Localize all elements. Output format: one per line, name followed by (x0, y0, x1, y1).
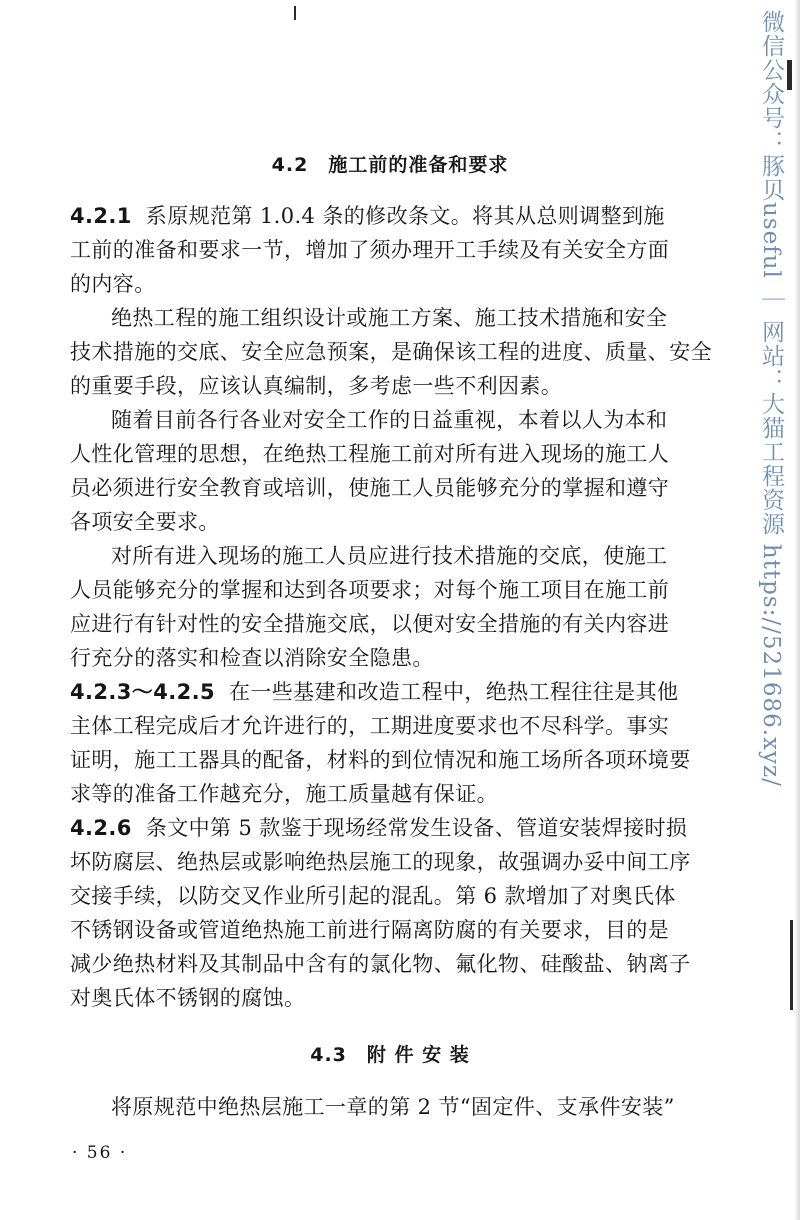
paragraph-4-2-6-line-1: 4.2.6 条文中第 5 款鉴于现场经常发生设备、管道安装焊接时损 (70, 816, 688, 840)
paragraph-line: 将原规范中绝热层施工一章的第 2 节“固定件、支承件安装” (111, 1095, 675, 1119)
paragraph-line: 不锈钢设备或管道绝热施工前进行隔离防腐的有关要求，目的是 (70, 918, 670, 942)
page-number: · 56 · (72, 1143, 128, 1163)
paragraph-line: 技术措施的交底、安全应急预案，是确保该工程的进度、质量、安全 (70, 340, 712, 364)
section-heading-4-3: 4.3 附 件 安 装 (310, 1044, 470, 1066)
clause-number: 4.2.6 (70, 816, 132, 840)
clause-number: 4.2.3～4.2.5 (70, 680, 215, 704)
paragraph-line: 减少绝热材料及其制品中含有的氯化物、氟化物、硅酸盐、钠离子 (70, 952, 691, 976)
paragraph-4-2-1-line-1: 4.2.1 系原规范第 1.0.4 条的修改条文。将其从总则调整到施 (70, 204, 665, 228)
paragraph-line: 随着目前各行各业对安全工作的日益重视，本着以人为本和 (111, 408, 668, 432)
page-edge-shadow (794, 0, 800, 1220)
paragraph-line: 的重要手段，应该认真编制，多考虑一些不利因素。 (70, 374, 563, 398)
scan-artifact (294, 6, 296, 20)
paragraph-line: 绝热工程的施工组织设计或施工方案、施工技术措施和安全 (111, 306, 668, 330)
paragraph-line: 坏防腐层、绝热层或影响绝热层施工的现象，故强调办妥中间工序 (70, 850, 691, 874)
paragraph-line: 交接手续，以防交叉作业所引起的混乱。第 6 款增加了对奥氏体 (70, 884, 676, 908)
paragraph-line: 对所有进入现场的施工人员应进行技术措施的交底，使施工 (111, 544, 668, 568)
paragraph-line: 的内容。 (70, 272, 156, 296)
scan-artifact (787, 60, 792, 90)
paragraph-line: 人性化管理的思想，在绝热工程施工前对所有进入现场的施工人 (70, 442, 670, 466)
section-heading-4-2: 4.2 施工前的准备和要求 (271, 154, 509, 176)
paragraph-line: 工前的准备和要求一节，增加了须办理开工手续及有关安全方面 (70, 238, 670, 262)
paragraph-line: 各项安全要求。 (70, 510, 220, 534)
paragraph-line: 主体工程完成后才允许进行的，工期进度要求也不尽科学。事实 (70, 714, 670, 738)
paragraph-line: 人员能够充分的掌握和达到各项要求；对每个施工项目在施工前 (70, 578, 670, 602)
watermark-text: 微信公众号：豚贝useful ｜ 网站：大猫工程资源 https://521686.xyz/ (758, 10, 784, 787)
paragraph-line: 对奥氏体不锈钢的腐蚀。 (70, 986, 306, 1010)
scan-artifact (790, 920, 793, 1010)
clause-number: 4.2.1 (70, 204, 132, 228)
paragraph-line: 应进行有针对性的安全措施交底，以便对安全措施的有关内容进 (70, 612, 670, 636)
paragraph-line: 行充分的落实和检查以消除安全隐患。 (70, 646, 434, 670)
paragraph-line: 证明，施工工器具的配备，材料的到位情况和施工场所各项环境要 (70, 748, 691, 772)
paragraph-line: 求等的准备工作越充分，施工质量越有保证。 (70, 782, 498, 806)
paragraph-line: 员必须进行安全教育或培训，使施工人员能够充分的掌握和遵守 (70, 476, 670, 500)
paragraph-4-2-3-line-1: 4.2.3～4.2.5 在一些基建和改造工程中，绝热工程往往是其他 (70, 680, 679, 704)
